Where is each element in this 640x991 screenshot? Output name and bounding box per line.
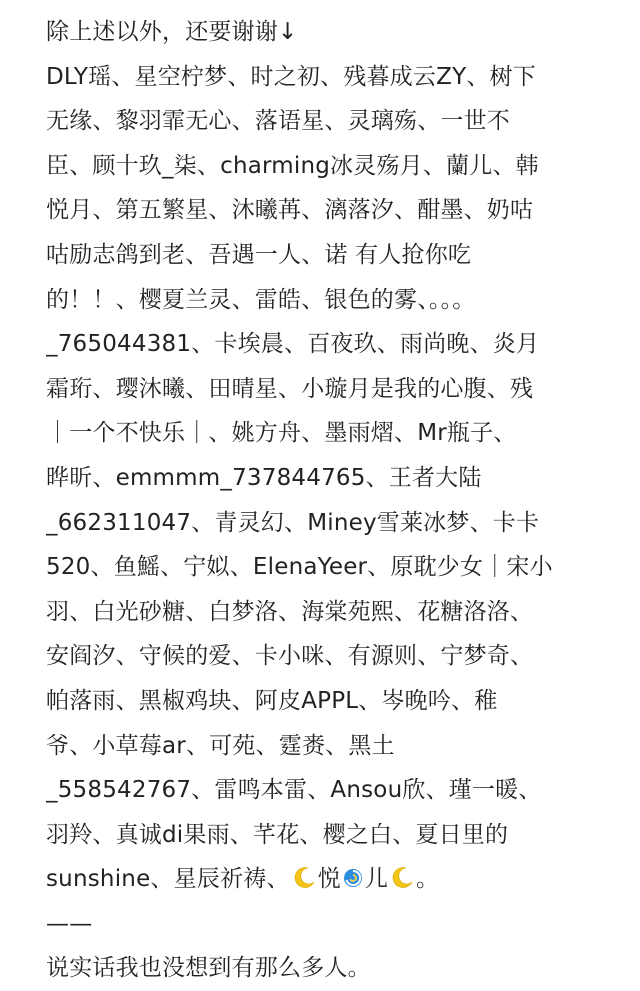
text-line-2: DLY瑶、星空柠梦、时之初、残暮成云ZY、树下	[46, 63, 536, 90]
text-line-8: _765044381、卡埃晨、百夜玖、雨尚晚、炎月	[46, 331, 540, 358]
text-line-12: _662311047、青灵幻、Miney雪莱冰梦、卡卡	[46, 509, 540, 536]
text-line-10: ｜一个不快乐｜、姚方舟、墨雨熠、Mr瓶子、	[46, 420, 517, 447]
text-line-18: _558542767、雷鸣本雷、Ansou欣、瑾一暖、	[46, 777, 542, 804]
text-line-20-mid1: 悦	[317, 866, 341, 893]
text-line-17: 爷、小草莓ar、可苑、霆赉、黑土	[46, 732, 395, 759]
text-line-20-end: 。	[416, 866, 440, 893]
text-line-11: 晔昕、emmmm_737844765、王者大陆	[46, 464, 482, 491]
separator-line: ——	[46, 910, 93, 937]
text-line-16: 帕落雨、黑椒鸡块、阿皮APPL、岑晚吟、稚	[46, 687, 498, 714]
crescent-moon-icon	[389, 862, 415, 888]
text-line-3: 无缘、黎羽霏无心、落语星、灵璃殇、一世不	[46, 108, 510, 135]
text-line-15: 安阎汐、守候的爱、卡小咪、有源则、宁梦奇、	[46, 643, 534, 670]
text-line-5: 悦月、第五繁星、沐曦苒、漓落汐、酣墨、奶咕	[46, 197, 534, 224]
crescent-moon-icon	[291, 862, 317, 888]
text-line-4: 臣、顾十玖_柒、charming冰灵殇月、蘭儿、韩	[46, 152, 539, 179]
text-line-20-mid2: 儿	[364, 866, 389, 893]
text-line-13: 520、鱼鰩、宁姒、ElenaYeer、原耽少女｜宋小	[46, 554, 553, 581]
swirl-icon	[342, 860, 364, 882]
text-line-7: 的！！、樱夏兰灵、雷皓、银色的雾、。。。	[46, 286, 476, 313]
text-line-6: 咕励志鸽到老、吾遇一人、诺 有人抢你吃	[46, 241, 472, 268]
text-line-14: 羽、白光砂糖、白梦洛、海棠苑熙、花糖洛洛、	[46, 598, 534, 625]
text-line-9: 霜珩、璎沐曦、田晴星、小璇月是我的心腹、残	[46, 375, 534, 402]
text-line-1: 除上述以外，还要谢谢↓	[46, 19, 298, 45]
text-line-19: 羽羚、真诚di果雨、芊花、樱之白、夏日里的	[46, 821, 509, 848]
closing-line: 说实话我也没想到有那么多人。	[46, 955, 371, 982]
text-line-20	[46, 857, 620, 902]
text-line-20-start: sunshine、星辰祈祷、	[46, 866, 290, 893]
